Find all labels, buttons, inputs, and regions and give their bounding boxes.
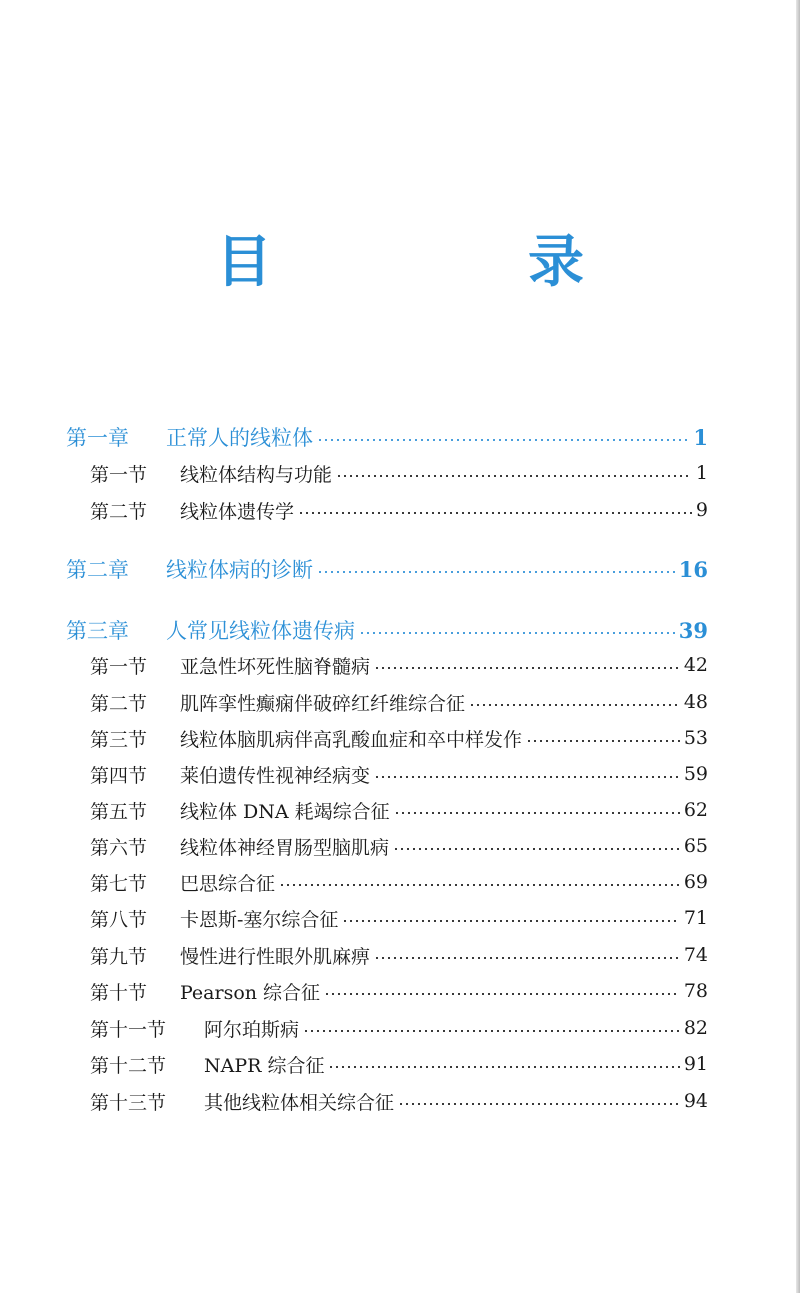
toc-section-entry[interactable] [0, 685, 800, 719]
dot-leader [336, 475, 692, 477]
chapter-title: 线粒体病的诊断 [166, 558, 313, 582]
page-number: 91 [683, 1053, 708, 1075]
page-number: 9 [695, 499, 708, 521]
toc-section-entry[interactable] [0, 938, 800, 972]
dot-leader [317, 571, 675, 573]
dot-leader [394, 812, 680, 814]
toc-section-entry[interactable] [0, 456, 800, 490]
page-number: 82 [683, 1017, 708, 1039]
section-title: 其他线粒体相关综合征 [204, 1091, 395, 1114]
page-number: 16 [678, 556, 708, 582]
section-number: 第五节 [90, 800, 148, 823]
section-number: 第九节 [90, 945, 148, 968]
section-number: 第十节 [90, 981, 148, 1004]
section-number: 第八节 [90, 908, 148, 931]
section-number: 第二节 [90, 692, 148, 715]
section-title: 线粒体脑肌病伴高乳酸血症和卒中样发作 [180, 728, 523, 751]
toc-section-entry[interactable] [0, 721, 800, 755]
section-number: 第六节 [90, 836, 148, 859]
page-number: 59 [683, 763, 708, 785]
toc-chapter-entry[interactable] [0, 552, 800, 586]
section-title: 线粒体神经胃肠型脑肌病 [180, 836, 390, 859]
toc-chapter-entry[interactable] [0, 420, 800, 454]
page-number: 48 [683, 691, 708, 713]
section-number: 第四节 [90, 764, 148, 787]
section-number: 第七节 [90, 872, 148, 895]
page-number: 1 [695, 462, 708, 484]
toc-section-entry[interactable] [0, 1084, 800, 1118]
section-title: NAPR 综合征 [204, 1054, 325, 1077]
dot-leader [469, 704, 680, 706]
section-number: 第十二节 [90, 1054, 167, 1077]
section-title: 慢性进行性眼外肌麻痹 [180, 945, 371, 968]
toc-section-entry[interactable] [0, 1047, 800, 1081]
toc-section-entry[interactable] [0, 901, 800, 935]
dot-leader [342, 920, 679, 922]
page-number: 94 [683, 1090, 708, 1112]
section-title: Pearson 综合征 [180, 981, 321, 1004]
section-title: 线粒体遗传学 [180, 500, 295, 523]
dot-leader [298, 512, 692, 514]
section-number: 第十一节 [90, 1018, 167, 1041]
page-number: 65 [683, 835, 708, 857]
chapter-number: 第三章 [66, 619, 129, 643]
toc-chapter-entry[interactable] [0, 613, 800, 647]
page-number: 78 [683, 980, 708, 1002]
page-number: 69 [683, 871, 708, 893]
toc-section-entry[interactable] [0, 757, 800, 791]
dot-leader [317, 439, 689, 441]
section-number: 第一节 [90, 463, 148, 486]
chapter-title: 人常见线粒体遗传病 [166, 619, 355, 643]
dot-leader [279, 884, 680, 886]
dot-leader [393, 848, 680, 850]
dot-leader [359, 632, 675, 634]
chapter-number: 第二章 [66, 558, 129, 582]
page-number: 53 [683, 727, 708, 749]
section-title: 巴思综合征 [180, 872, 276, 895]
toc-section-entry[interactable] [0, 865, 800, 899]
page-number: 42 [683, 654, 708, 676]
section-number: 第十三节 [90, 1091, 167, 1114]
section-title: 线粒体结构与功能 [180, 463, 333, 486]
toc-section-entry[interactable] [0, 648, 800, 682]
toc-section-entry[interactable] [0, 974, 800, 1008]
dot-leader [303, 1030, 680, 1032]
page-title: 目 录 [216, 230, 684, 295]
page-number: 39 [678, 617, 708, 643]
dot-leader [398, 1103, 680, 1105]
chapter-number: 第一章 [66, 426, 129, 450]
section-title: 线粒体 DNA 耗竭综合征 [180, 800, 390, 823]
section-number: 第二节 [90, 500, 148, 523]
toc-section-entry[interactable] [0, 829, 800, 863]
toc-section-entry[interactable] [0, 493, 800, 527]
section-number: 第一节 [90, 655, 148, 678]
dot-leader [374, 667, 680, 669]
chapter-title: 正常人的线粒体 [166, 426, 313, 450]
page-number: 62 [683, 799, 708, 821]
section-title: 莱伯遗传性视神经病变 [180, 764, 371, 787]
section-title: 亚急性坏死性脑脊髓病 [180, 655, 371, 678]
dot-leader [374, 776, 680, 778]
section-number: 第三节 [90, 728, 148, 751]
page-number: 1 [693, 424, 708, 450]
section-title: 卡恩斯-塞尔综合征 [180, 908, 339, 931]
dot-leader [328, 1066, 679, 1068]
toc-section-entry[interactable] [0, 793, 800, 827]
toc-section-entry[interactable] [0, 1011, 800, 1045]
section-title: 肌阵挛性癫痫伴破碎红纤维综合征 [180, 692, 466, 715]
page-number: 71 [683, 907, 708, 929]
dot-leader [324, 993, 680, 995]
dot-leader [374, 957, 680, 959]
dot-leader [526, 740, 680, 742]
section-title: 阿尔珀斯病 [204, 1018, 300, 1041]
page-number: 74 [683, 944, 708, 966]
